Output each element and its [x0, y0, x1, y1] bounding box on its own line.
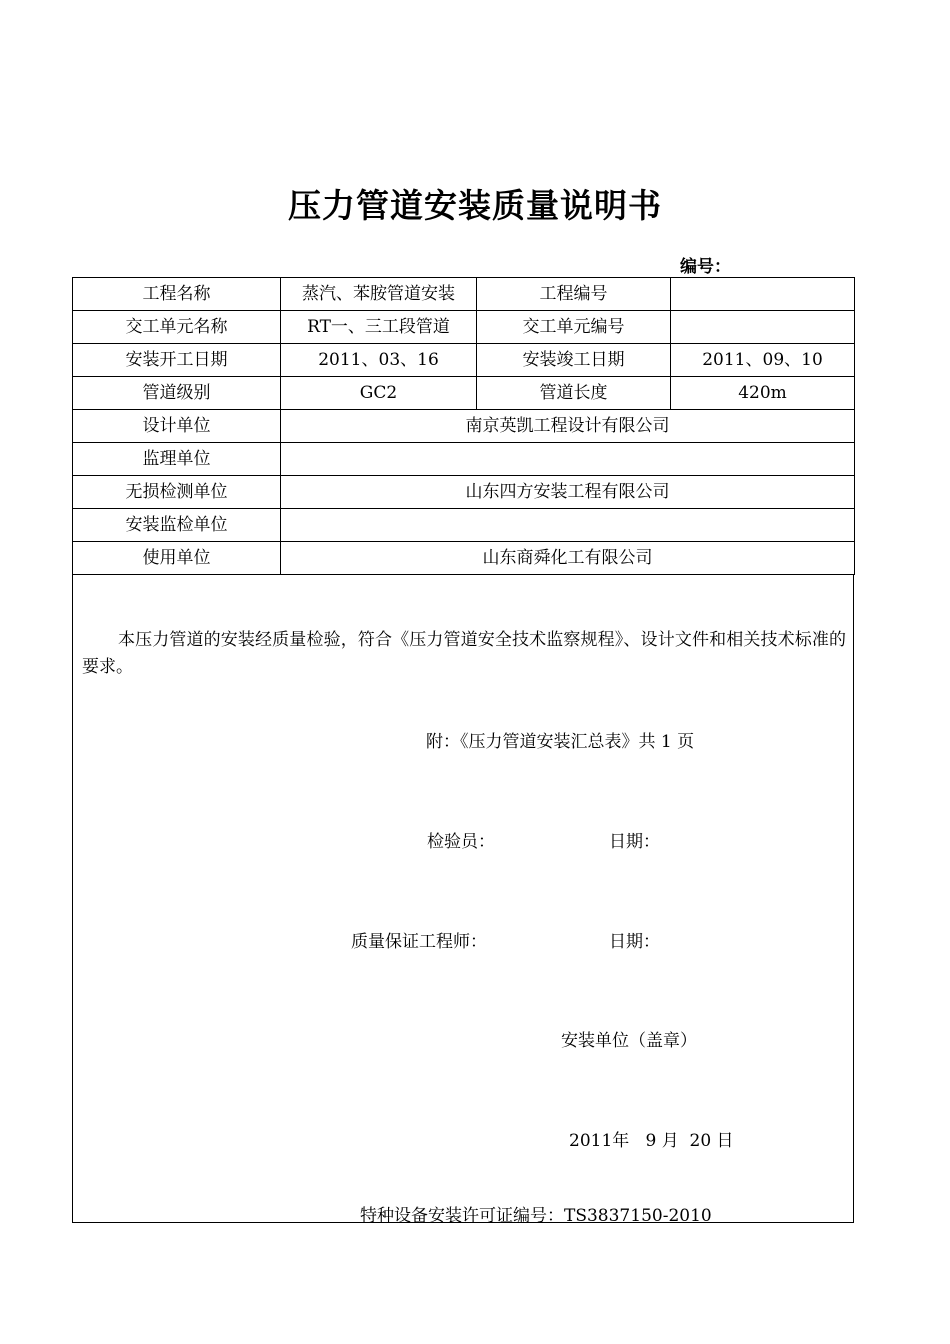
project-name-label: 工程名称	[73, 278, 281, 311]
unit-name-label: 交工单元名称	[73, 311, 281, 344]
attachment-note: 附：《压力管道安装汇总表》共 1 页	[426, 732, 695, 752]
inspector-label: 检验员：	[427, 832, 495, 852]
table-row	[73, 443, 855, 476]
unit-number-value	[671, 311, 855, 344]
table-row	[73, 311, 855, 344]
completion-date-value: 2011、09、10	[671, 344, 855, 377]
supervision-unit-value	[281, 443, 855, 476]
sign-date: 2011年 9 月 20 日	[569, 1131, 734, 1151]
table-row	[73, 344, 855, 377]
qa-engineer-label: 质量保证工程师：	[351, 932, 487, 952]
installer-seal-label: 安装单位（盖章）	[561, 1031, 697, 1051]
statement-text: 本压力管道的安装经质量检验，符合《压力管道安全技术监察规程》、设计文件和相关技术标准的要求。	[82, 630, 846, 677]
table-row	[73, 377, 855, 410]
pipe-grade-value: GC2	[281, 377, 477, 410]
pipe-length-label: 管道长度	[477, 377, 671, 410]
table-row	[73, 542, 855, 575]
inspector-date-label: 日期：	[609, 832, 660, 852]
project-number-label: 工程编号	[477, 278, 671, 311]
start-date-value: 2011、03、16	[281, 344, 477, 377]
project-number-value	[671, 278, 855, 311]
table-row	[73, 509, 855, 542]
unit-name-value: RT一、三工段管道	[281, 311, 477, 344]
ndt-unit-label: 无损检测单位	[73, 476, 281, 509]
statement-box	[72, 575, 854, 1226]
supervision-unit-label: 监理单位	[73, 443, 281, 476]
design-unit-value: 南京英凯工程设计有限公司	[281, 410, 855, 443]
document-title: 压力管道安装质量说明书	[288, 186, 662, 225]
table-row	[73, 410, 855, 443]
ndt-unit-value: 山东四方安装工程有限公司	[281, 476, 855, 509]
user-unit-label: 使用单位	[73, 542, 281, 575]
inspection-unit-label: 安装监检单位	[73, 509, 281, 542]
design-unit-label: 设计单位	[73, 410, 281, 443]
completion-date-label: 安装竣工日期	[477, 344, 671, 377]
table-row	[73, 278, 855, 311]
user-unit-value: 山东商舜化工有限公司	[281, 542, 855, 575]
project-info-table	[72, 277, 855, 575]
table-row	[73, 476, 855, 509]
qa-date-label: 日期：	[609, 932, 660, 952]
pipe-length-value: 420m	[671, 377, 855, 410]
unit-number-label: 交工单元编号	[477, 311, 671, 344]
pipe-grade-label: 管道级别	[73, 377, 281, 410]
project-name-value: 蒸汽、苯胺管道安装	[281, 278, 477, 311]
license-number: 特种设备安装许可证编号：TS3837150-2010	[360, 1206, 712, 1226]
start-date-label: 安装开工日期	[73, 344, 281, 377]
inspection-unit-value	[281, 509, 855, 542]
doc-number-label: 编号：	[680, 257, 731, 277]
